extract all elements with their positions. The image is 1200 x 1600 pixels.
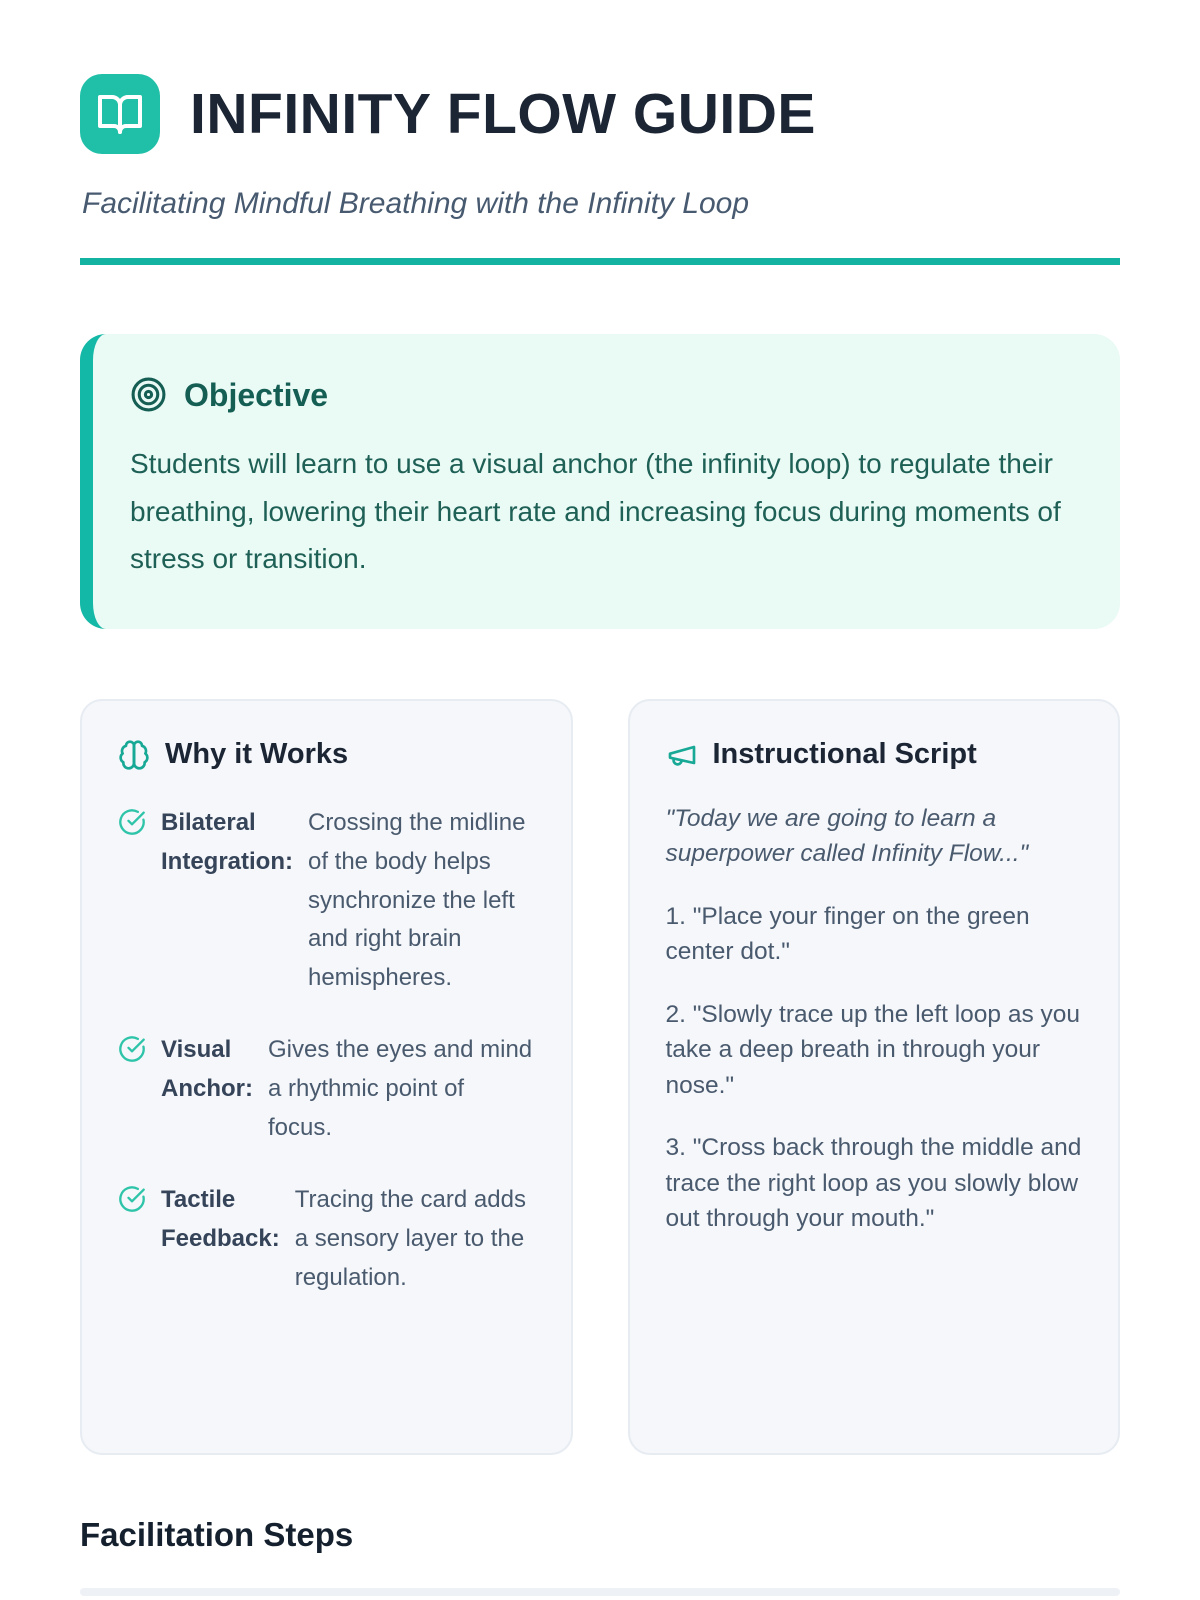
why-item-desc: Crossing the midline of the body helps synchronize the left and right brain hemispheres. — [307, 808, 526, 992]
brain-icon — [118, 739, 150, 771]
check-circle-icon — [118, 1035, 146, 1148]
instructional-script-card — [628, 699, 1121, 1455]
objective-card — [80, 334, 1120, 629]
why-item-term: Bilateral Integration: — [161, 808, 293, 875]
why-item-term: Visual Anchor: — [161, 1036, 253, 1103]
facilitation-steps-title: Facilitation Steps — [80, 1515, 354, 1553]
why-item — [118, 804, 535, 998]
script-step: 1. "Place your finger on the green center dot." — [665, 902, 1030, 966]
why-item-desc: Tracing the card adds a sensory layer to the regulation. — [294, 1185, 526, 1291]
why-item — [118, 1181, 535, 1298]
brand-row — [80, 74, 1120, 154]
section-divider — [80, 1588, 1120, 1596]
script-step: 2. "Slowly trace up the left loop as you take a deep breath in through your nose." — [665, 1000, 1081, 1099]
why-it-works-card — [80, 699, 573, 1455]
two-column-row — [80, 699, 1120, 1455]
book-open-icon — [80, 74, 160, 154]
accent-divider — [80, 258, 1120, 265]
instructional-script-heading — [666, 739, 1083, 771]
instructional-script-title: Instructional Script — [712, 738, 977, 771]
page-subtitle: Facilitating Mindful Breathing with the Infinity Loop — [82, 187, 750, 220]
why-it-works-title: Why it Works — [165, 738, 349, 771]
page-header — [80, 74, 1120, 265]
megaphone-icon — [666, 739, 698, 771]
check-circle-icon — [118, 1185, 146, 1298]
why-item — [118, 1031, 535, 1148]
objective-body: Students will learn to use a visual anchor (the infinity loop) to regulate their breathing, lowering their heart rate and increasing focus during moments of stress or transition. — [130, 448, 1061, 575]
script-quote: "Today we are going to learn a superpower called Infinity Flow..." — [665, 804, 1029, 868]
why-it-works-heading — [118, 739, 535, 771]
page-title: INFINITY FLOW GUIDE — [190, 81, 816, 146]
why-item-term: Tactile Feedback: — [161, 1185, 280, 1252]
objective-title: Objective — [184, 376, 329, 413]
why-item-desc: Gives the eyes and mind a rhythmic point of focus. — [268, 1036, 533, 1141]
check-circle-icon — [118, 808, 146, 998]
objective-heading — [130, 376, 1070, 413]
script-step: 3. "Cross back through the middle and trace the right loop as you slowly blow out through your mouth." — [665, 1134, 1082, 1233]
target-icon — [130, 376, 167, 413]
